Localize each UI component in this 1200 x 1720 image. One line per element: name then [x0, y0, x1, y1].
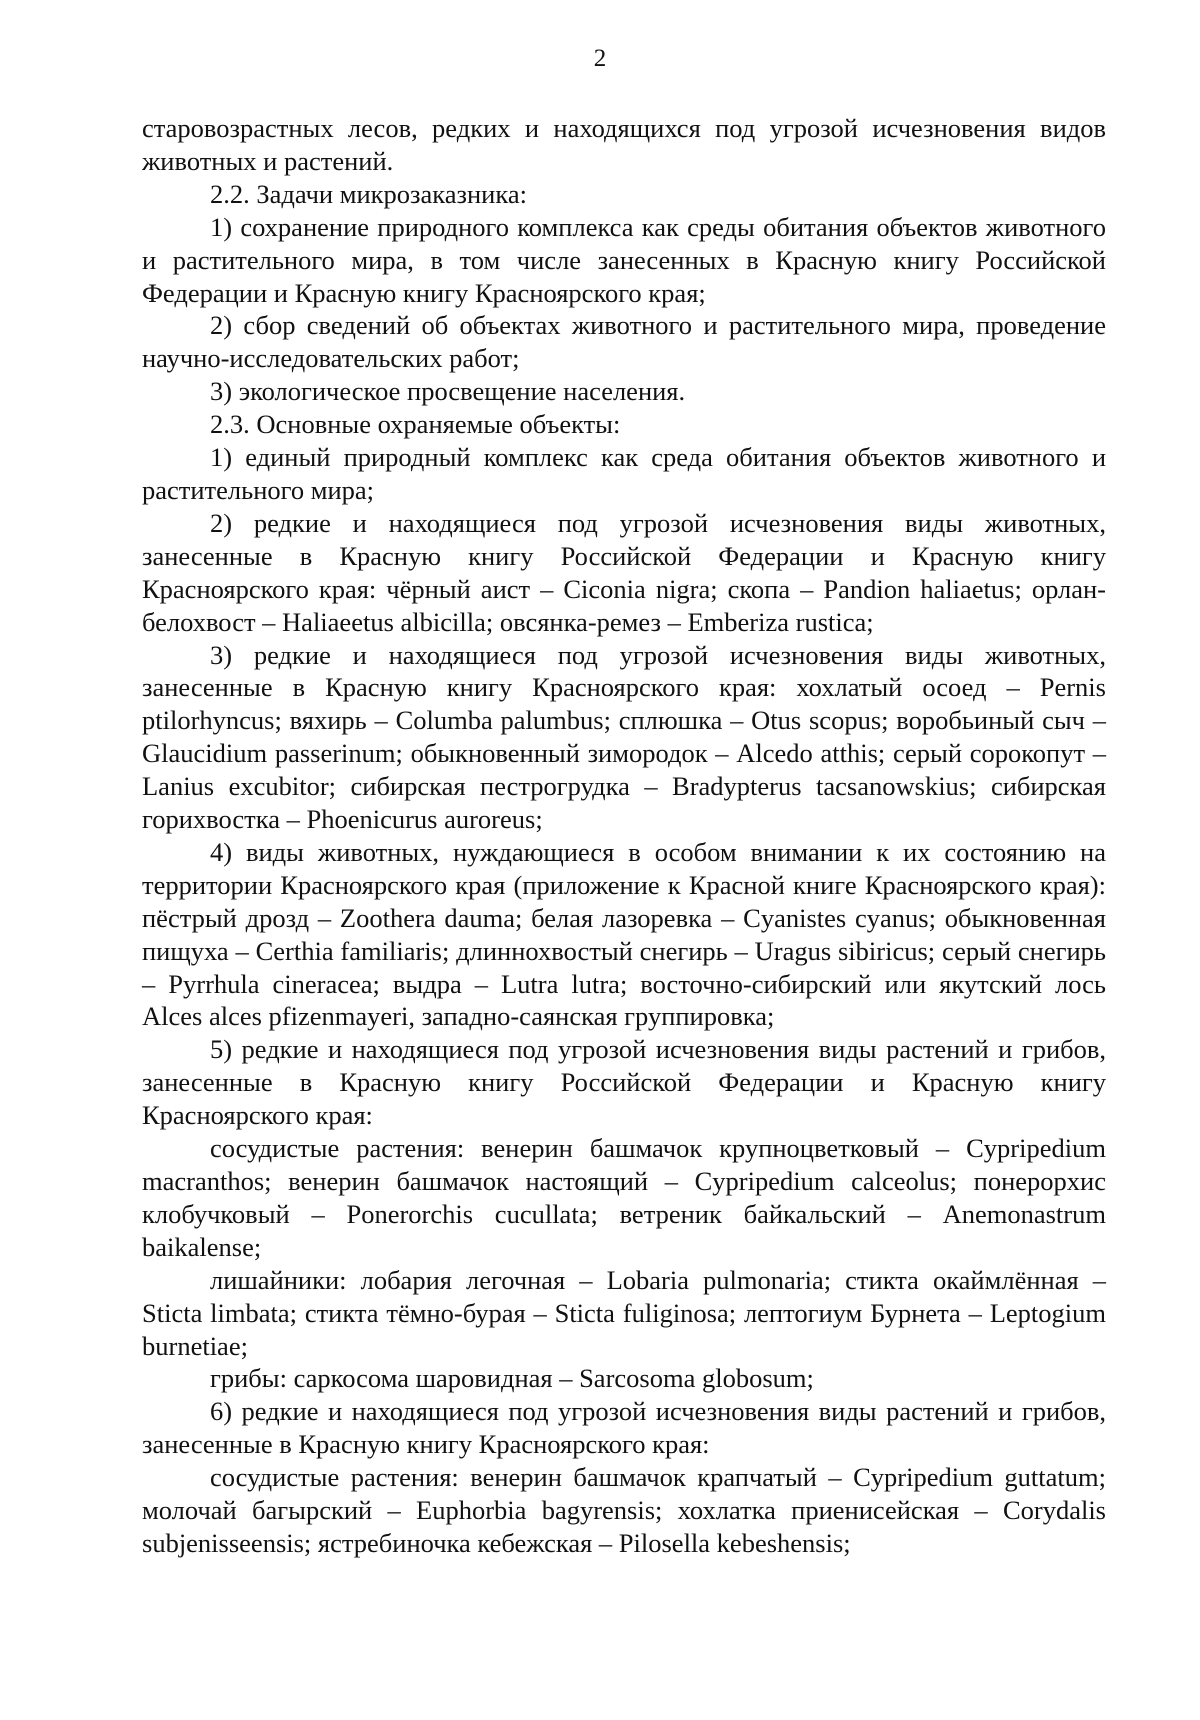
paragraph: 3) редкие и находящиеся под угрозой исчезновения виды животных, занесенные в Красную книгу Красноярского края: хохлатый осоед – Pernis ptilorhyncus; вяхирь – Columba palumbus; сплюшка – Otus scopus; воробьиный сыч – Glaucidium passerinum; обыкновенный зимородок – Alcedo atthis; серый сорокопут – Lanius excubitor; сибирская пестрогрудка – Bradypterus tacsanowskius; сибирская горихвостка – Phoenicurus auroreus;: [142, 639, 1106, 835]
document-body: [142, 112, 1106, 1560]
paragraph: лишайники: лобария легочная – Lobaria pulmonaria; стикта окаймлённая – Sticta limbata; стикта тёмно-бурая – Sticta fuliginosa; лептогиум Бурнета – Leptogium burnetiae;: [142, 1264, 1106, 1361]
page-number: 2: [593, 45, 607, 72]
paragraph: 2) сбор сведений об объектах животного и растительного мира, проведение научно-исследовательских работ;: [142, 310, 1106, 374]
paragraph: 5) редкие и находящиеся под угрозой исчезновения виды растений и грибов, занесенные в Красную книгу Российской Федерации и Красную книгу Красноярского края:: [142, 1034, 1106, 1131]
paragraph: 1) единый природный комплекс как среда обитания объектов животного и растительного мира;: [142, 442, 1106, 505]
paragraph: 4) виды животных, нуждающиеся в особом внимании к их состоянию на территории Красноярского края (приложение к Красной книге Красноярского края): пёстрый дрозд – Zoothera dauma; белая лазоревка – Cyanistes cyanus; обыкновенная пищуха – Certhia familiaris; длиннохвостый снегирь – Uragus sibiricus; серый снегирь – Pyrrhula cineracea; выдра – Lutra lutra; восточно-сибирский или якутский лось Alces alces pfizenmayeri, западно-саянская группировка;: [142, 836, 1106, 1032]
paragraph: 6) редкие и находящиеся под угрозой исчезновения виды растений и грибов, занесенные в Красную книгу Красноярского края:: [142, 1396, 1106, 1460]
paragraph: 2.3. Основные охраняемые объекты:: [210, 409, 621, 440]
paragraph: 1) сохранение природного комплекса как среды обитания объектов животного и растительного мира, в том числе занесенных в Красную книгу Российской Федерации и Красную книгу Красноярского края;: [142, 211, 1106, 308]
paragraph: 3) экологическое просвещение населения.: [210, 376, 686, 407]
paragraph: грибы: саркосома шаровидная – Sarcosoma globosum;: [210, 1363, 814, 1394]
paragraph: 2) редкие и находящиеся под угрозой исчезновения виды животных, занесенные в Красную книгу Российской Федерации и Красную книгу Красноярского края: чёрный аист – Ciconia nigra; скопа – Pandion haliaetus; орлан-белохвост – Haliaeetus albicilla; овсянка-ремез – Emberiza rustica;: [142, 507, 1106, 637]
paragraph: старовозрастных лесов, редких и находящихся под угрозой исчезновения видов животных и растений.: [142, 113, 1106, 176]
paragraph: сосудистые растения: венерин башмачок крупноцветковый – Cypripedium macranthos; венерин башмачок настоящий – Cypripedium calceolus; понерорхис клобучковый – Ponerorchis cucullata; ветреник байкальский – Anemonastrum baikalense;: [142, 1133, 1106, 1262]
paragraph: 2.2. Задачи микрозаказника:: [210, 178, 527, 209]
paragraph: сосудистые растения: венерин башмачок крапчатый – Cypripedium guttatum; молочай багырский – Euphorbia bagyrensis; хохлатка приенисейская – Corydalis subjenisseensis; ястребиночка кебежская – Pilosella kebeshensis;: [142, 1462, 1106, 1558]
